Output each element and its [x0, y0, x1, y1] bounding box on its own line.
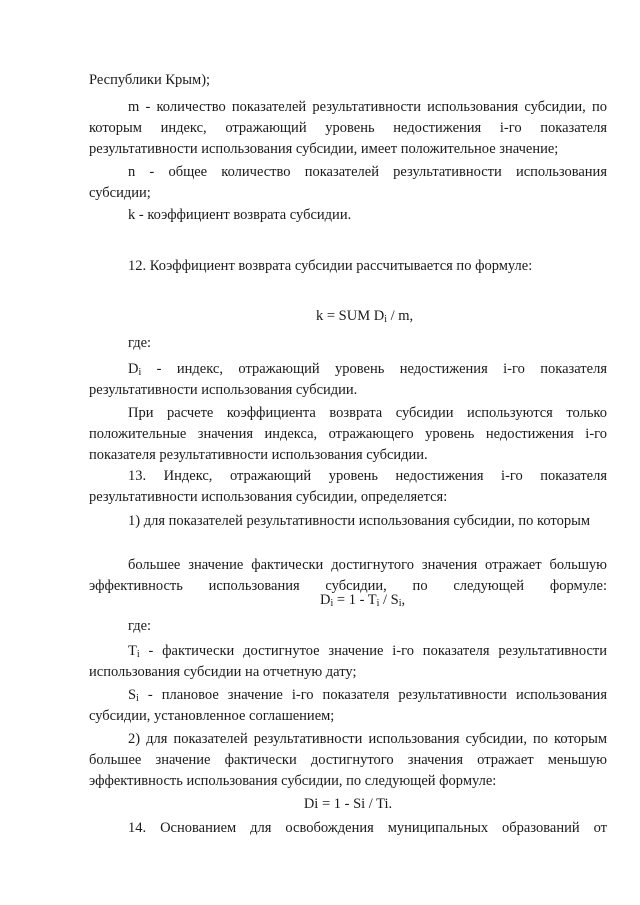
formula-di-2: Di = 1 - Si / Ti.	[303, 796, 393, 812]
where-label-2: где:	[128, 618, 152, 634]
formula-di-1: $D_i = 1 - T_i / S_i$,	[320, 592, 406, 609]
paragraph-continuation: Республики Крым);	[89, 72, 211, 88]
definition-di: $D_i$ - индекс, отражающий уровень недостижения i-го показателя результативности использования субсидии.	[89, 361, 607, 398]
paragraph-positive-values: При расчете коэффициента возврата субсидии используются только положительные значения индекса, отражающего уровень недостижения i-го показателя результативности использования субсидии.	[89, 405, 607, 463]
definition-n: n - общее количество показателей результативности использования субсидии;	[89, 164, 607, 201]
where-label-1: где:	[128, 335, 152, 351]
item-12: 12. Коэффициент возврата субсидии рассчитывается по формуле:	[128, 258, 533, 274]
definition-k: k - коэффициент возврата субсидии.	[128, 207, 352, 223]
item-13: 13. Индекс, отражающий уровень недостижения i-го показателя результативности использования субсидии, определяется:	[89, 468, 607, 505]
paragraph-greater-value: большее значение фактически достигнутого значения отражает большую эффективность использования субсидии, по следующей формуле:	[89, 557, 607, 594]
item-14: 14. Основанием для освобождения муниципальных образований от	[128, 820, 607, 836]
item-13-1: 1) для показателей результативности использования субсидии, по которым	[128, 513, 590, 529]
formula-k: k = SUM $D_i$ / m,	[316, 308, 414, 325]
item-13-2: 2) для показателей результативности использования субсидии, по которым большее значение фактически достигнутого значения отражает меньшую эффективность использования субсидии, по следующей формуле:	[89, 731, 607, 789]
definition-m: m - количество показателей результативности использования субсидии, по которым индекс, отражающий уровень недостижения i-го показателя результативности использования субсидии, имеет положительное значение;	[89, 99, 607, 157]
definition-ti: $T_i$ - фактически достигнутое значение i-го показателя результативности использования субсидии на отчетную дату;	[89, 643, 607, 680]
definition-si: $S_i$ - плановое значение i-го показателя результативности использования субсидии, установленное соглашением;	[89, 687, 607, 724]
